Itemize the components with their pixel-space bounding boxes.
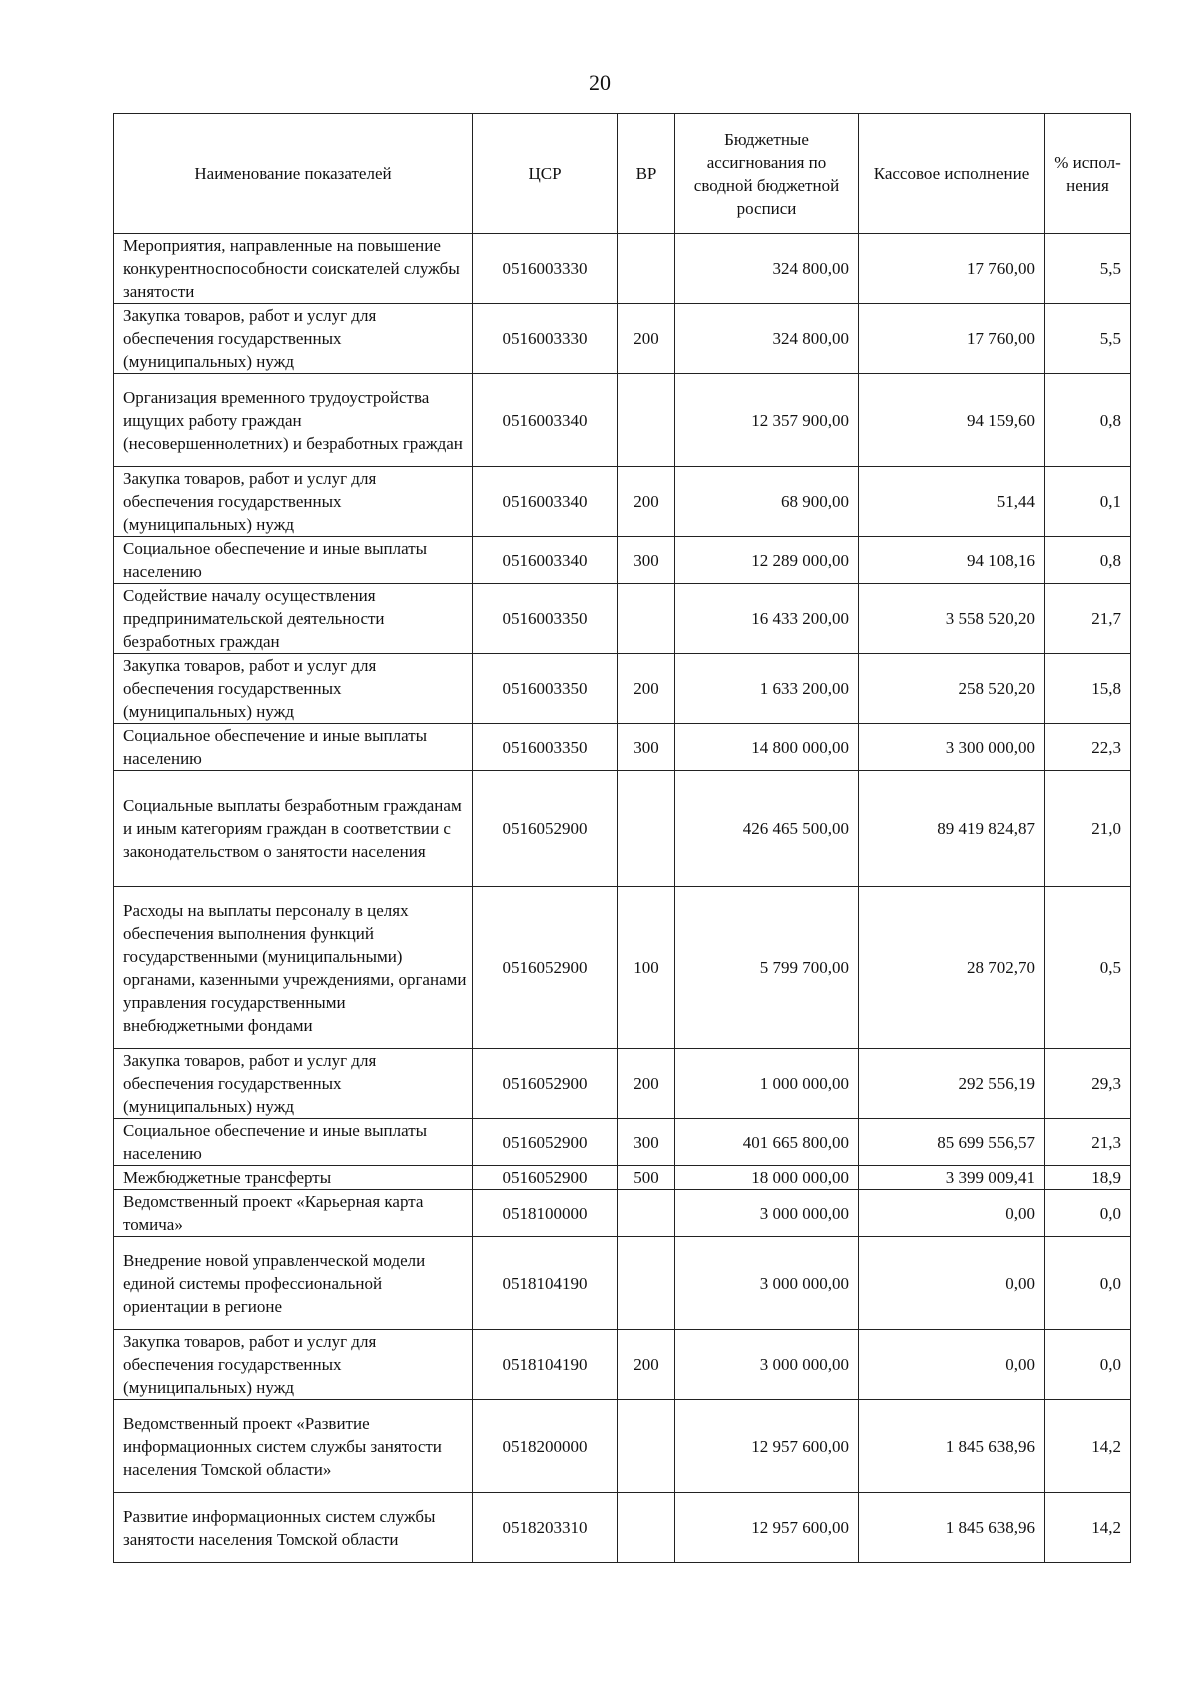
cell-vr: 100 <box>618 887 675 1049</box>
cell-cash-execution: 258 520,20 <box>859 654 1045 724</box>
cell-cash-execution: 28 702,70 <box>859 887 1045 1049</box>
cell-vr: 200 <box>618 1330 675 1400</box>
cell-cash-execution: 94 108,16 <box>859 537 1045 584</box>
table-row <box>114 584 1131 654</box>
cell-assignments: 5 799 700,00 <box>675 887 859 1049</box>
cell-assignments: 324 800,00 <box>675 304 859 374</box>
page-number: 20 <box>589 70 611 95</box>
cell-assignments: 12 289 000,00 <box>675 537 859 584</box>
cell-percent: 5,5 <box>1045 234 1131 304</box>
header-csr: ЦСР <box>473 114 618 234</box>
cell-name: Содействие началу осуществления предпринимательской деятельности безработных граждан <box>114 584 473 654</box>
cell-csr: 0516003340 <box>473 467 618 537</box>
cell-name: Расходы на выплаты персоналу в целях обеспечения выполнения функций государственными (муниципальными) органами, казенными учреждениями, органами управления государственными внебюджетными фондами <box>114 887 473 1049</box>
cell-csr: 0516003350 <box>473 724 618 771</box>
cell-cash-execution: 0,00 <box>859 1330 1045 1400</box>
cell-name: Развитие информационных систем службы занятости населения Томской области <box>114 1493 473 1563</box>
cell-cash-execution: 1 845 638,96 <box>859 1493 1045 1563</box>
cell-name: Мероприятия, направленные на повышение конкурентноспособности соискателей службы занятости <box>114 234 473 304</box>
cell-vr: 300 <box>618 1119 675 1166</box>
table-row <box>114 771 1131 887</box>
cell-assignments: 12 957 600,00 <box>675 1493 859 1563</box>
cell-vr: 500 <box>618 1166 675 1190</box>
cell-percent: 22,3 <box>1045 724 1131 771</box>
cell-vr: 200 <box>618 654 675 724</box>
cell-vr: 300 <box>618 537 675 584</box>
cell-percent: 29,3 <box>1045 1049 1131 1119</box>
header-percent: % испол-нения <box>1045 114 1131 234</box>
table-row <box>114 1166 1131 1190</box>
cell-percent: 15,8 <box>1045 654 1131 724</box>
header-assignments: Бюджетные ассигнования по сводной бюджетной росписи <box>675 114 859 234</box>
table-row <box>114 1493 1131 1563</box>
header-cash-execution: Кассовое исполнение <box>859 114 1045 234</box>
budget-execution-table <box>113 113 1131 1563</box>
table-row <box>114 887 1131 1049</box>
cell-csr: 0516003330 <box>473 234 618 304</box>
cell-percent: 14,2 <box>1045 1400 1131 1493</box>
cell-name: Организация временного трудоустройства ищущих работу граждан (несовершеннолетних) и безработных граждан <box>114 374 473 467</box>
cell-assignments: 1 633 200,00 <box>675 654 859 724</box>
cell-percent: 0,0 <box>1045 1190 1131 1237</box>
cell-assignments: 18 000 000,00 <box>675 1166 859 1190</box>
cell-csr: 0518104190 <box>473 1330 618 1400</box>
cell-cash-execution: 85 699 556,57 <box>859 1119 1045 1166</box>
table-body <box>114 234 1131 1563</box>
cell-vr <box>618 771 675 887</box>
cell-name: Внедрение новой управленческой модели единой системы профессиональной ориентации в регионе <box>114 1237 473 1330</box>
cell-assignments: 12 957 600,00 <box>675 1400 859 1493</box>
cell-vr: 200 <box>618 467 675 537</box>
table-row <box>114 234 1131 304</box>
cell-cash-execution: 51,44 <box>859 467 1045 537</box>
cell-name: Закупка товаров, работ и услуг для обеспечения государственных (муниципальных) нужд <box>114 654 473 724</box>
cell-csr: 0516003330 <box>473 304 618 374</box>
table-row <box>114 1330 1131 1400</box>
cell-cash-execution: 1 845 638,96 <box>859 1400 1045 1493</box>
cell-name: Социальные выплаты безработным гражданам и иным категориям граждан в соответствии с законодательством о занятости населения <box>114 771 473 887</box>
cell-vr <box>618 584 675 654</box>
cell-percent: 0,0 <box>1045 1237 1131 1330</box>
cell-name: Социальное обеспечение и иные выплаты населению <box>114 1119 473 1166</box>
cell-name: Ведомственный проект «Развитие информационных систем службы занятости населения Томской области» <box>114 1400 473 1493</box>
cell-percent: 21,0 <box>1045 771 1131 887</box>
cell-name: Ведомственный проект «Карьерная карта томича» <box>114 1190 473 1237</box>
cell-csr: 0518104190 <box>473 1237 618 1330</box>
cell-csr: 0516003350 <box>473 654 618 724</box>
table-row <box>114 304 1131 374</box>
cell-assignments: 12 357 900,00 <box>675 374 859 467</box>
cell-vr <box>618 1400 675 1493</box>
cell-vr <box>618 234 675 304</box>
cell-percent: 14,2 <box>1045 1493 1131 1563</box>
cell-assignments: 16 433 200,00 <box>675 584 859 654</box>
cell-cash-execution: 0,00 <box>859 1190 1045 1237</box>
cell-name: Закупка товаров, работ и услуг для обеспечения государственных (муниципальных) нужд <box>114 304 473 374</box>
cell-percent: 21,7 <box>1045 584 1131 654</box>
cell-vr <box>618 1237 675 1330</box>
cell-assignments: 3 000 000,00 <box>675 1190 859 1237</box>
cell-name: Социальное обеспечение и иные выплаты населению <box>114 537 473 584</box>
table-row <box>114 1049 1131 1119</box>
cell-csr: 0518100000 <box>473 1190 618 1237</box>
cell-cash-execution: 3 300 000,00 <box>859 724 1045 771</box>
table-row <box>114 654 1131 724</box>
cell-assignments: 324 800,00 <box>675 234 859 304</box>
cell-percent: 0,0 <box>1045 1330 1131 1400</box>
table-row <box>114 1190 1131 1237</box>
cell-assignments: 401 665 800,00 <box>675 1119 859 1166</box>
header-name: Наименование показателей <box>114 114 473 234</box>
header-vr: ВР <box>618 114 675 234</box>
cell-csr: 0516003350 <box>473 584 618 654</box>
table-row <box>114 537 1131 584</box>
cell-vr: 200 <box>618 1049 675 1119</box>
cell-csr: 0516003340 <box>473 374 618 467</box>
cell-name: Закупка товаров, работ и услуг для обеспечения государственных (муниципальных) нужд <box>114 1049 473 1119</box>
cell-percent: 21,3 <box>1045 1119 1131 1166</box>
cell-percent: 0,1 <box>1045 467 1131 537</box>
cell-csr: 0518200000 <box>473 1400 618 1493</box>
cell-assignments: 426 465 500,00 <box>675 771 859 887</box>
cell-assignments: 3 000 000,00 <box>675 1330 859 1400</box>
cell-vr <box>618 374 675 467</box>
table-row <box>114 1237 1131 1330</box>
table-row <box>114 1119 1131 1166</box>
cell-name: Закупка товаров, работ и услуг для обеспечения государственных (муниципальных) нужд <box>114 1330 473 1400</box>
cell-assignments: 68 900,00 <box>675 467 859 537</box>
cell-percent: 0,8 <box>1045 374 1131 467</box>
cell-csr: 0516052900 <box>473 771 618 887</box>
table-header-row <box>114 114 1131 234</box>
cell-assignments: 14 800 000,00 <box>675 724 859 771</box>
cell-percent: 5,5 <box>1045 304 1131 374</box>
cell-csr: 0516003340 <box>473 537 618 584</box>
cell-csr: 0516052900 <box>473 1119 618 1166</box>
cell-assignments: 3 000 000,00 <box>675 1237 859 1330</box>
table-row <box>114 724 1131 771</box>
cell-cash-execution: 94 159,60 <box>859 374 1045 467</box>
table-row <box>114 467 1131 537</box>
cell-vr <box>618 1190 675 1237</box>
cell-vr: 200 <box>618 304 675 374</box>
cell-csr: 0516052900 <box>473 887 618 1049</box>
cell-assignments: 1 000 000,00 <box>675 1049 859 1119</box>
cell-vr: 300 <box>618 724 675 771</box>
table-row <box>114 374 1131 467</box>
table-row <box>114 1400 1131 1493</box>
cell-cash-execution: 0,00 <box>859 1237 1045 1330</box>
cell-csr: 0516052900 <box>473 1049 618 1119</box>
cell-name: Межбюджетные трансферты <box>114 1166 473 1190</box>
cell-vr <box>618 1493 675 1563</box>
cell-percent: 18,9 <box>1045 1166 1131 1190</box>
cell-csr: 0518203310 <box>473 1493 618 1563</box>
cell-cash-execution: 3 558 520,20 <box>859 584 1045 654</box>
cell-cash-execution: 17 760,00 <box>859 304 1045 374</box>
cell-name: Социальное обеспечение и иные выплаты населению <box>114 724 473 771</box>
cell-percent: 0,5 <box>1045 887 1131 1049</box>
cell-csr: 0516052900 <box>473 1166 618 1190</box>
cell-percent: 0,8 <box>1045 537 1131 584</box>
cell-cash-execution: 89 419 824,87 <box>859 771 1045 887</box>
cell-cash-execution: 292 556,19 <box>859 1049 1045 1119</box>
cell-cash-execution: 3 399 009,41 <box>859 1166 1045 1190</box>
cell-name: Закупка товаров, работ и услуг для обеспечения государственных (муниципальных) нужд <box>114 467 473 537</box>
cell-cash-execution: 17 760,00 <box>859 234 1045 304</box>
